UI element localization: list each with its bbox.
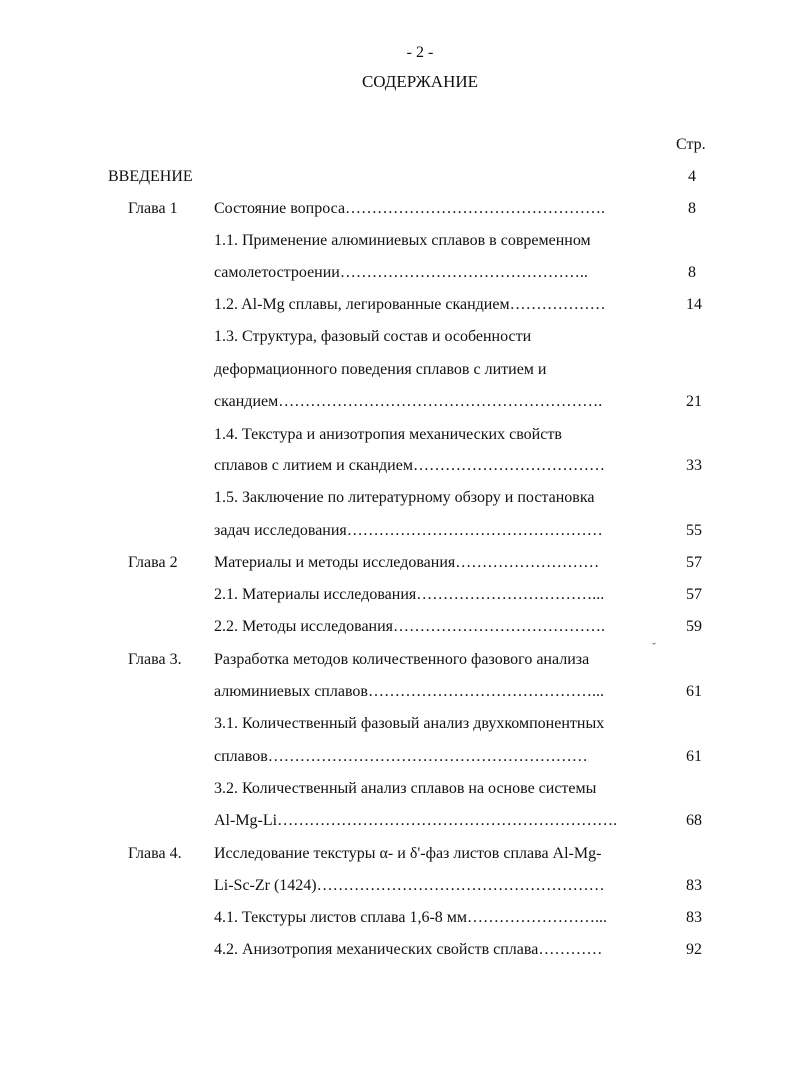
toc-page-number: 59: [686, 618, 702, 635]
toc-line: 2.1. Материалы исследования……………………………...: [214, 586, 605, 603]
toc-line: 1.2. Al-Mg сплавы, легированные скандием………………: [214, 296, 606, 313]
toc-page-number: 92: [686, 941, 702, 958]
toc-line: сплавов с литием и скандием………………………………: [214, 457, 605, 474]
toc-page-number: 83: [686, 909, 702, 926]
toc-line: сплавов……………………………………………………: [214, 748, 588, 765]
toc-page-number: 83: [686, 877, 702, 894]
chapter-label-4: Глава 4.: [128, 845, 182, 862]
toc-line: 3.1. Количественный фазовый анализ двухкомпонентных: [214, 715, 605, 732]
toc-line: Разработка методов количественного фазового анализа: [214, 651, 590, 668]
toc-line: 1.3. Структура, фазовый состав и особенности: [214, 328, 532, 345]
toc-page-number: 61: [686, 683, 702, 700]
toc-page-number: 8: [688, 264, 696, 281]
toc-line: самолетостроении………………………………………..: [214, 264, 588, 281]
toc-line: скандием…………………………………………………….: [214, 393, 603, 410]
chapter-label-1: Глава 1: [128, 200, 178, 217]
toc-line: Al-Mg-Li……………………………………………………….: [214, 812, 618, 829]
toc-line: алюминиевых сплавов……………………………………...: [214, 683, 604, 700]
toc-line: 2.2. Методы исследования………………………………….: [214, 618, 606, 635]
scan-mark: ˇ: [652, 640, 656, 654]
toc-line: Состояние вопроса………………………………………….: [214, 200, 606, 217]
toc-line: Материалы и методы исследования………………………: [214, 554, 600, 571]
toc-line: 3.2. Количественный анализ сплавов на основе системы: [214, 780, 597, 797]
page-column-header: Стр.: [676, 136, 706, 153]
page-number: - 2 -: [406, 44, 434, 61]
toc-page-number: 14: [686, 296, 702, 313]
toc-line: 1.5. Заключение по литературному обзору и постановка: [214, 489, 595, 506]
chapter-label-3: Глава 3.: [128, 651, 182, 668]
toc-page-number: 8: [688, 200, 696, 217]
toc-line: Исследование текстуры α- и δ'-фаз листов сплава Al-Mg-: [214, 845, 602, 862]
toc-intro-label: ВВЕДЕНИЕ: [108, 168, 193, 185]
page-title: СОДЕРЖАНИЕ: [361, 72, 479, 91]
toc-page-number: 61: [686, 748, 702, 765]
toc-page-number: 21: [686, 393, 702, 410]
chapter-label-2: Глава 2: [128, 554, 178, 571]
toc-page-number: 57: [686, 554, 702, 571]
toc-page-number: 68: [686, 812, 702, 829]
toc-intro-page: 4: [688, 168, 696, 185]
toc-line: 1.1. Применение алюминиевых сплавов в современном: [214, 232, 591, 249]
toc-line: 4.2. Анизотропия механических свойств сплава…………: [214, 941, 603, 958]
toc-line: 1.4. Текстура и анизотропия механических свойств: [214, 426, 562, 443]
toc-line: деформационного поведения сплавов с литием и: [214, 361, 547, 378]
toc-page-number: 55: [686, 522, 702, 539]
toc-page-number: 57: [686, 586, 702, 603]
toc-line: Li-Sc-Zr (1424)………………………………………………: [214, 877, 605, 894]
toc-line: задач исследования…………………………………………: [214, 522, 603, 539]
toc-line: 4.1. Текстуры листов сплава 1,6-8 мм……………………...: [214, 909, 608, 926]
toc-page-number: 33: [686, 457, 702, 474]
